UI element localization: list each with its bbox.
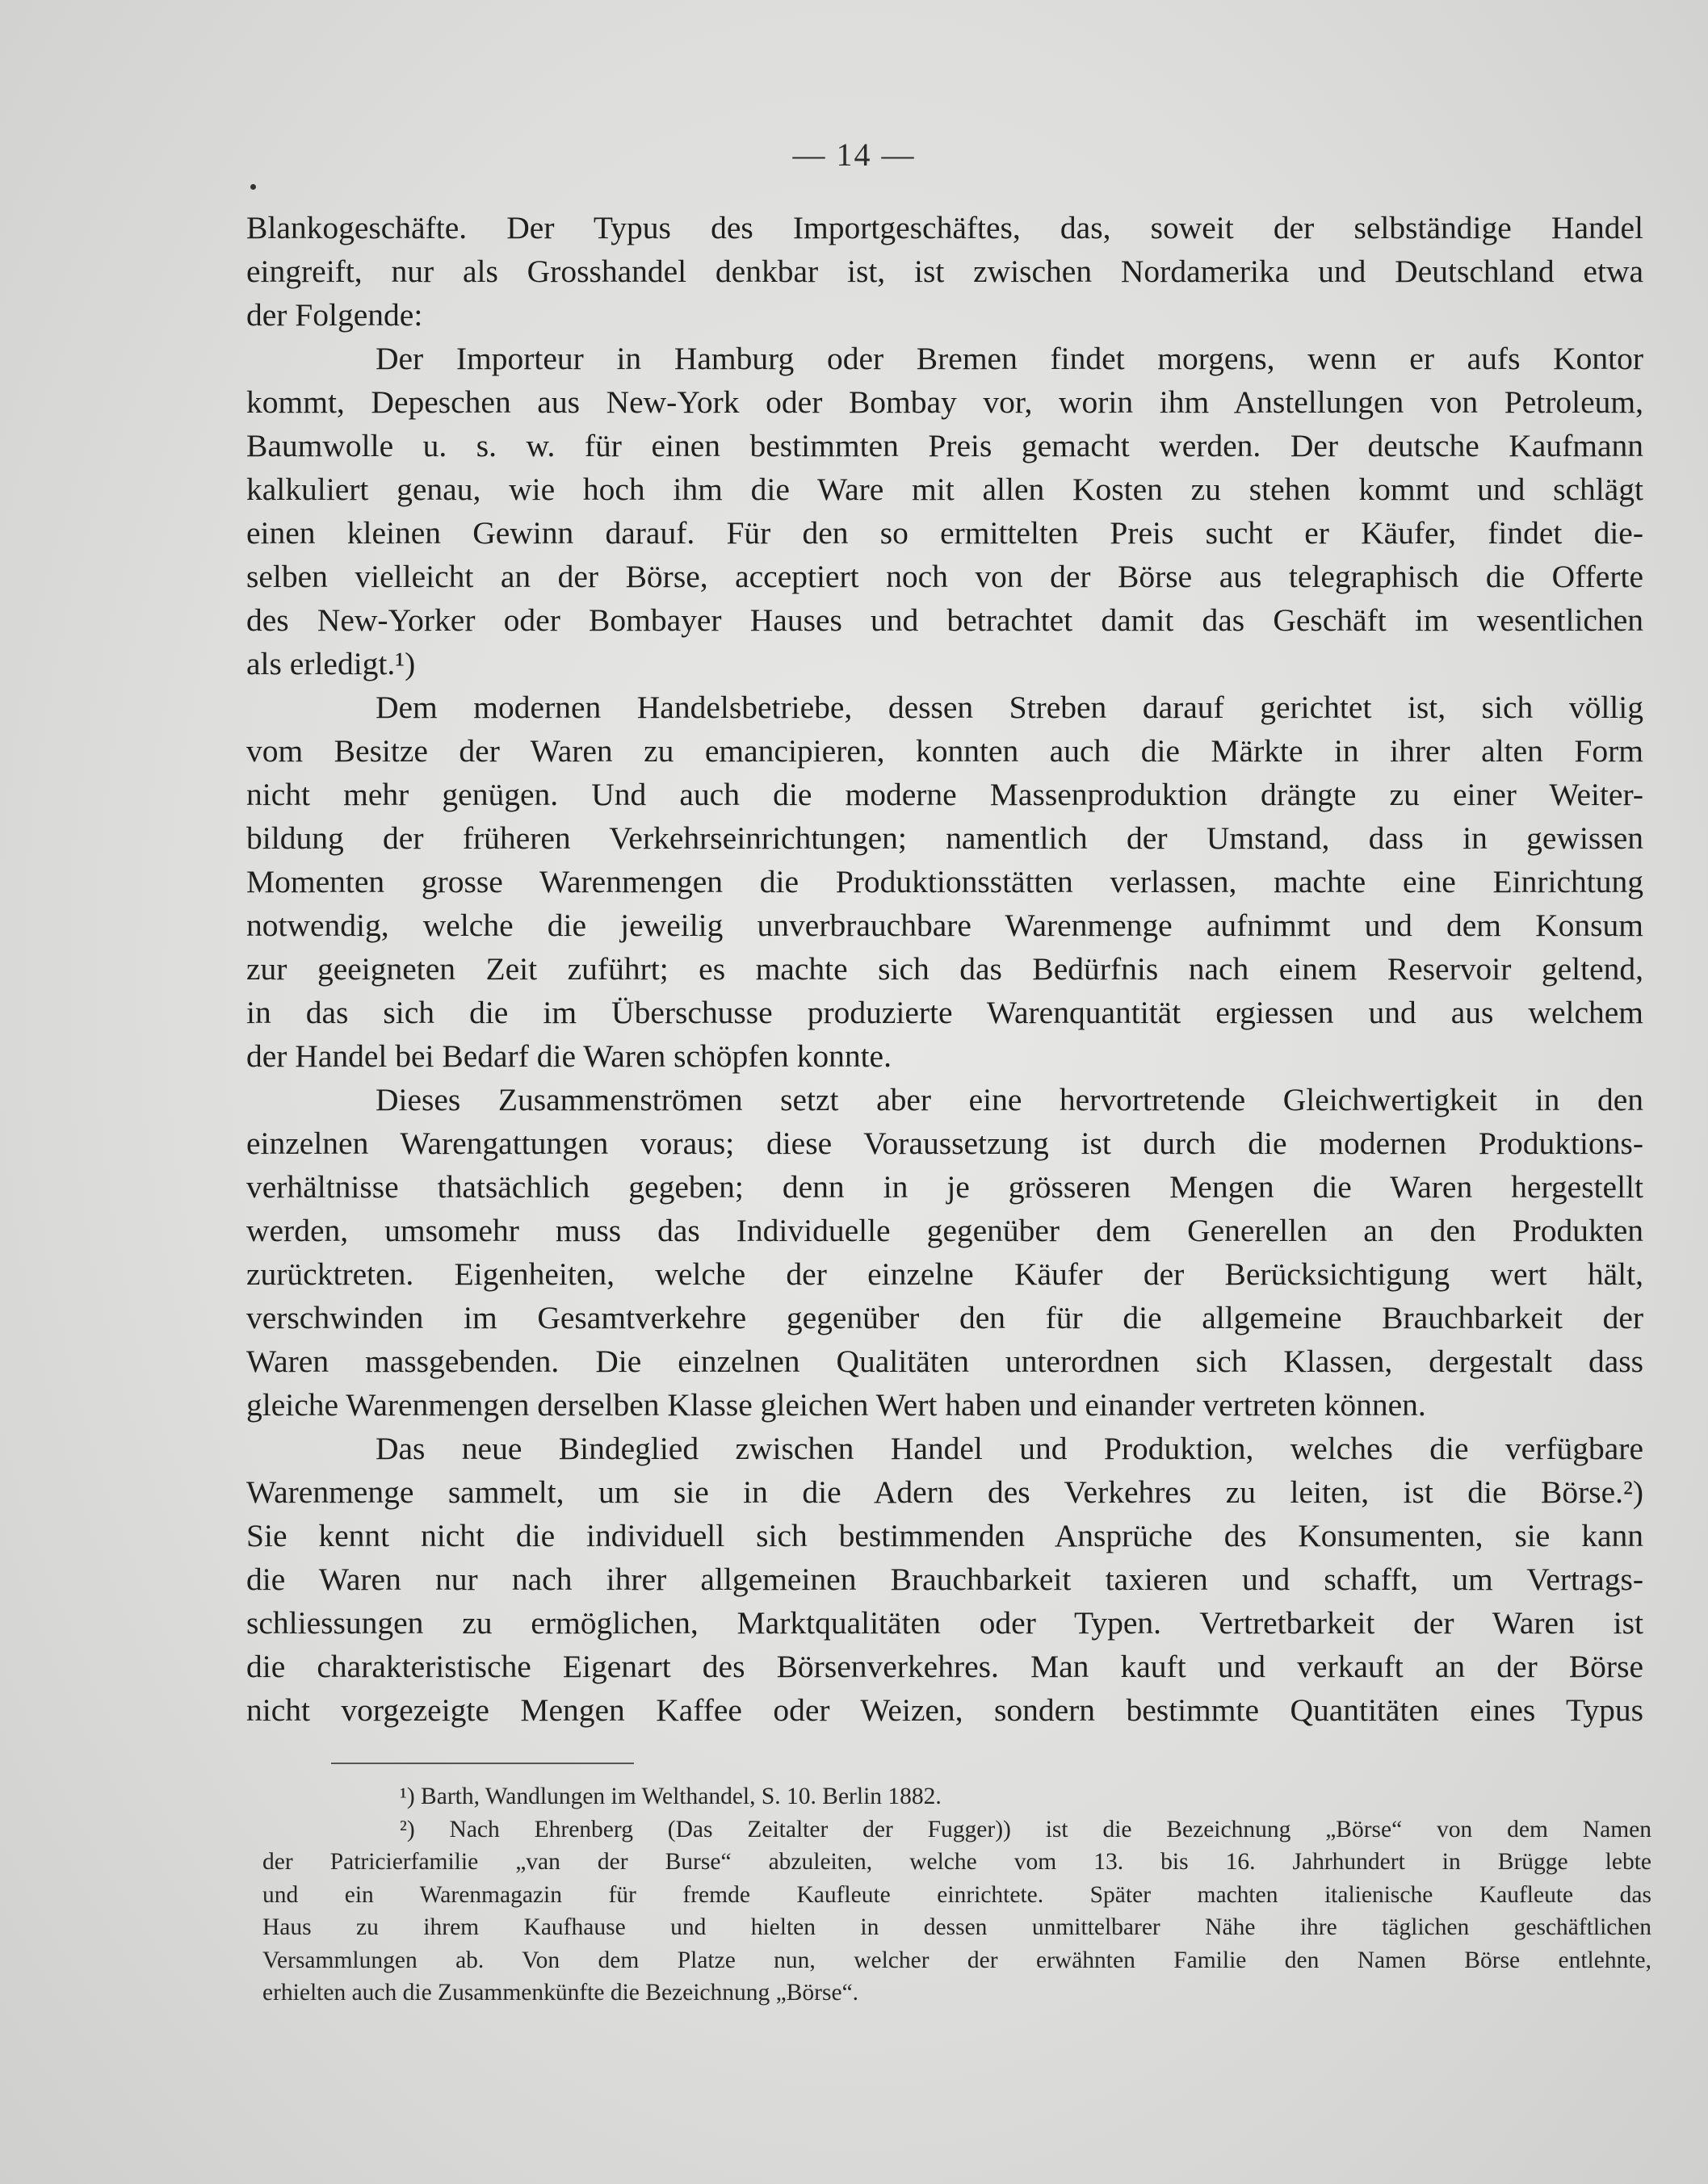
- body-text-line: Dem modernen Handelsbetriebe, dessen Streben darauf gerichtet ist, sich völlig: [376, 690, 1643, 725]
- body-text-line: die Waren nur nach ihrer allgemeinen Brauchbarkeit taxieren und schafft, um Vertrags-: [246, 1561, 1643, 1597]
- page-number-header: — 14 —: [792, 136, 916, 173]
- footnote-line: ¹) Barth, Wandlungen im Welthandel, S. 10. Berlin 1882.: [400, 1784, 942, 1809]
- footnote-line: erhielten auch die Zusammenkünfte die Bezeichnung „Börse“.: [262, 1980, 859, 2006]
- body-text-line: als erledigt.¹): [246, 646, 416, 681]
- footnote-line: Haus zu ihrem Kaufhause und hielten in dessen unmittelbarer Nähe ihre täglichen geschäftlichen: [262, 1914, 1651, 1940]
- print-speck: [250, 184, 256, 190]
- main-text-block: [246, 206, 1643, 1732]
- body-text-line: notwendig, welche die jeweilig unverbrauchbare Warenmenge aufnimmt und dem Konsum: [246, 908, 1643, 943]
- body-text-line: Momenten grosse Warenmengen die Produktionsstätten verlassen, machte eine Einrichtung: [246, 864, 1643, 899]
- footnotes-block: [262, 1780, 1651, 2010]
- footnote-line: und ein Warenmagazin für fremde Kaufleute einrichtete. Später machten italienische Kaufleute das: [262, 1881, 1651, 1908]
- body-text-line: nicht vorgezeigte Mengen Kaffee oder Weizen, sondern bestimmte Quantitäten eines Typus: [246, 1692, 1643, 1728]
- body-text-line: zur geeigneten Zeit zuführt; es machte sich das Bedürfnis nach einem Reservoir geltend,: [246, 951, 1643, 987]
- body-text-line: Blankogeschäfte. Der Typus des Importgeschäftes, das, soweit der selbständige Handel: [246, 210, 1643, 245]
- body-text-line: Sie kennt nicht die individuell sich bestimmenden Ansprüche des Konsumenten, sie kann: [246, 1518, 1643, 1553]
- body-text-line: verschwinden im Gesamtverkehre gegenüber den für die allgemeine Brauchbarkeit der: [246, 1300, 1643, 1335]
- body-text-line: gleiche Warenmengen derselben Klasse gleichen Wert haben und einander vertreten können.: [246, 1387, 1426, 1423]
- body-text-line: Baumwolle u. s. w. für einen bestimmten Preis gemacht werden. Der deutsche Kaufmann: [246, 428, 1643, 463]
- footnote-separator-rule: [331, 1763, 634, 1764]
- footnote-line: der Patricierfamilie „van der Burse“ abzuleiten, welche vom 13. bis 16. Jahrhundert in Brügge lebte: [262, 1849, 1651, 1875]
- body-text-line: schliessungen zu ermöglichen, Marktqualitäten oder Typen. Vertretbarkeit der Waren ist: [246, 1605, 1643, 1641]
- body-text-line: werden, umsomehr muss das Individuelle gegenüber dem Generellen an den Produkten: [246, 1213, 1643, 1248]
- body-text-line: bildung der früheren Verkehrseinrichtungen; namentlich der Umstand, dass in gewissen: [246, 820, 1643, 856]
- body-text-line: in das sich die im Überschusse produzierte Warenquantität ergiessen und aus welchem: [246, 995, 1643, 1030]
- body-text-line: eingreift, nur als Grosshandel denkbar ist, ist zwischen Nordamerika und Deutschland etwa: [246, 254, 1643, 289]
- body-text-line: vom Besitze der Waren zu emancipieren, konnten auch die Märkte in ihrer alten Form: [246, 733, 1643, 769]
- body-text-line: Das neue Bindeglied zwischen Handel und Produktion, welches die verfügbare: [376, 1431, 1643, 1466]
- body-text-line: Warenmenge sammelt, um sie in die Adern des Verkehres zu leiten, ist die Börse.²): [246, 1474, 1643, 1510]
- body-text-line: Waren massgebenden. Die einzelnen Qualitäten unterordnen sich Klassen, dergestalt dass: [246, 1344, 1643, 1379]
- footnote-line: ²) Nach Ehrenberg (Das Zeitalter der Fugger)) ist die Bezeichnung „Börse“ von dem Namen: [400, 1816, 1651, 1842]
- body-text-line: der Handel bei Bedarf die Waren schöpfen konnte.: [246, 1038, 892, 1074]
- body-text-line: zurücktreten. Eigenheiten, welche der einzelne Käufer der Berücksichtigung wert hält,: [246, 1256, 1643, 1292]
- body-text-line: nicht mehr genügen. Und auch die moderne Massenproduktion drängte zu einer Weiter-: [246, 777, 1643, 812]
- body-text-line: kalkuliert genau, wie hoch ihm die Ware mit allen Kosten zu stehen kommt und schlägt: [246, 472, 1643, 507]
- body-text-line: selben vielleicht an der Börse, acceptiert noch von der Börse aus telegraphisch die Offerte: [246, 559, 1643, 594]
- body-text-line: einzelnen Warengattungen voraus; diese Voraussetzung ist durch die modernen Produktions-: [246, 1126, 1643, 1161]
- body-text-line: kommt, Depeschen aus New-York oder Bombay vor, worin ihm Anstellungen von Petroleum,: [246, 384, 1643, 420]
- body-text-line: verhältnisse thatsächlich gegeben; denn in je grösseren Mengen die Waren hergestellt: [246, 1169, 1643, 1205]
- body-text-line: des New-Yorker oder Bombayer Hauses und betrachtet damit das Geschäft im wesentlichen: [246, 602, 1643, 638]
- footnote-line: Versammlungen ab. Von dem Platze nun, welcher der erwähnten Familie den Namen Börse entlehnte,: [262, 1947, 1651, 1973]
- body-text-line: Dieses Zusammenströmen setzt aber eine hervortretende Gleichwertigkeit in den: [376, 1082, 1643, 1117]
- body-text-line: Der Importeur in Hamburg oder Bremen findet morgens, wenn er aufs Kontor: [376, 341, 1643, 376]
- body-text-line: die charakteristische Eigenart des Börsenverkehres. Man kauft und verkauft an der Börse: [246, 1649, 1643, 1684]
- body-text-line: der Folgende:: [246, 297, 423, 333]
- body-text-line: einen kleinen Gewinn darauf. Für den so ermittelten Preis sucht er Käufer, findet die-: [246, 515, 1643, 551]
